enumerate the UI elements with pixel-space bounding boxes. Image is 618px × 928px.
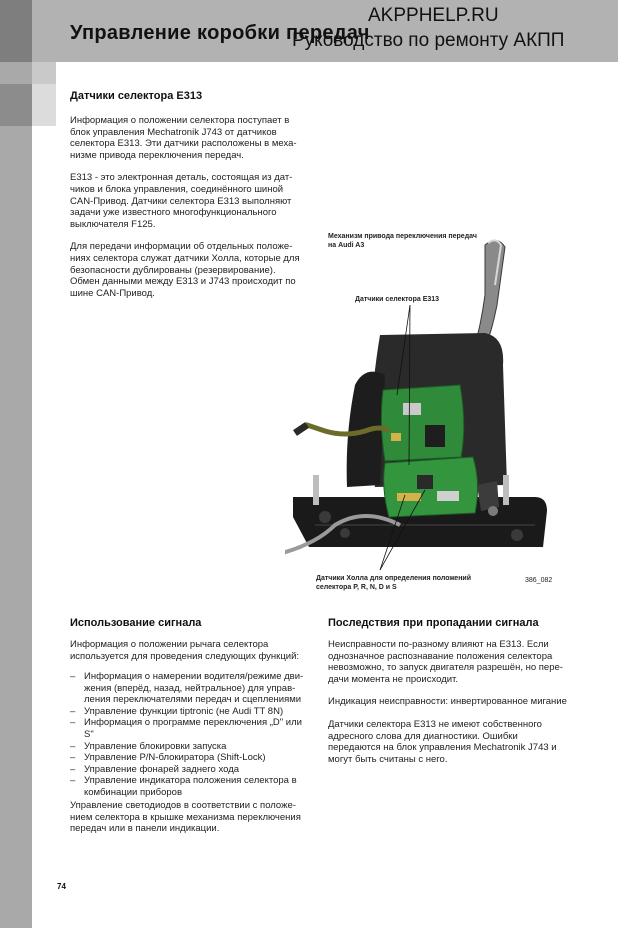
section-heading-signal-loss: Последствия при пропадании сигнала — [328, 617, 539, 629]
paragraph: Индикация неисправности: инвертированное мигание — [328, 696, 567, 708]
watermark-subtitle: Руководство по ремонту АКПП — [292, 30, 565, 51]
figure-caption-mechanism: Механизм привода переключения передач на Audi A3 — [328, 233, 477, 249]
list-item: – Управление фонарей заднего хода — [70, 764, 310, 776]
paragraph: E313 - это электронная деталь, состоящая из дат- чиков и блока управления, соединённого шиной CAN-Привод. Датчики селектора E313 выполняют задачи уже известного многофункционального выключателя F125. — [70, 172, 293, 230]
paragraph: Для передачи информации об отдельных положе- ниях селектора служат датчики Холла, которые для безопасности дублированы (резервирование). Обмен данными между E313 и J743 происходит по шине CAN-Привод. — [70, 241, 300, 299]
list-item: – Управление блокировки запуска — [70, 741, 310, 753]
paragraph: Неисправности по-разному влияют на E313. Если однозначное распознавание положения селектора невозможно, то запуск двигателя разрешён, но пере- дачи момента не происходит. — [328, 639, 563, 685]
list-item: – Информация о намерении водителя/режиме дви- жения (вперёд, назад, нейтральное) для управ- ления переключателями передач и сцеплениями — [70, 671, 310, 706]
figure-caption-sensors: Датчики селектора E313 — [355, 296, 440, 303]
corner-square — [0, 84, 32, 126]
list-item: – Управление индикатора положения селектора в комбинации приборов — [70, 775, 310, 798]
corner-square — [32, 62, 56, 84]
gear-selector-photo — [285, 225, 555, 580]
signal-use-outro: Управление светодиодов в соответствии с положе- нием селектора в крышке механизма переключения передач или в панели индикации. — [70, 800, 301, 835]
left-margin-bar — [0, 0, 32, 928]
watermark-site[interactable]: AKPPHELP.RU — [368, 5, 499, 26]
list-item: – Управление функции tiptronic (не Audi TT 8N) — [70, 706, 310, 718]
section-heading-selector-sensors: Датчики селектора E313 — [70, 90, 203, 102]
figure-caption-hall-sensors: Датчики Холла для определения положений селектора P, R, N, D и S — [316, 575, 472, 591]
signal-use-list — [70, 671, 310, 799]
list-item: – Управление P/N-блокиратора (Shift-Lock) — [70, 752, 310, 764]
figure-number: 386_082 — [525, 577, 553, 584]
section-heading-signal-use: Использование сигнала — [70, 617, 202, 629]
corner-square — [32, 84, 56, 126]
paragraph: Информация о положении селектора поступает в блок управления Mechatronik J743 от датчиков селектора E313. Эти датчики расположены в меха- низме привода переключения передач. — [70, 115, 297, 161]
corner-square — [0, 0, 32, 62]
page-number: 74 — [57, 882, 66, 891]
section-body-selector-sensors — [70, 115, 302, 299]
list-item: – Информация о программе переключения „D" или S" — [70, 717, 310, 740]
page-title: Управление коробки передач — [70, 22, 370, 44]
section-body-signal-loss — [328, 639, 573, 765]
signal-use-intro: Информация о положении рычага селектора используется для проведения следующих функций: — [70, 639, 300, 662]
paragraph: Датчики селектора E313 не имеют собственного адресного слова для диагностики. Ошибки передаются на блок управления Mechatronik J743 и могут быть считаны с него. — [328, 718, 557, 765]
